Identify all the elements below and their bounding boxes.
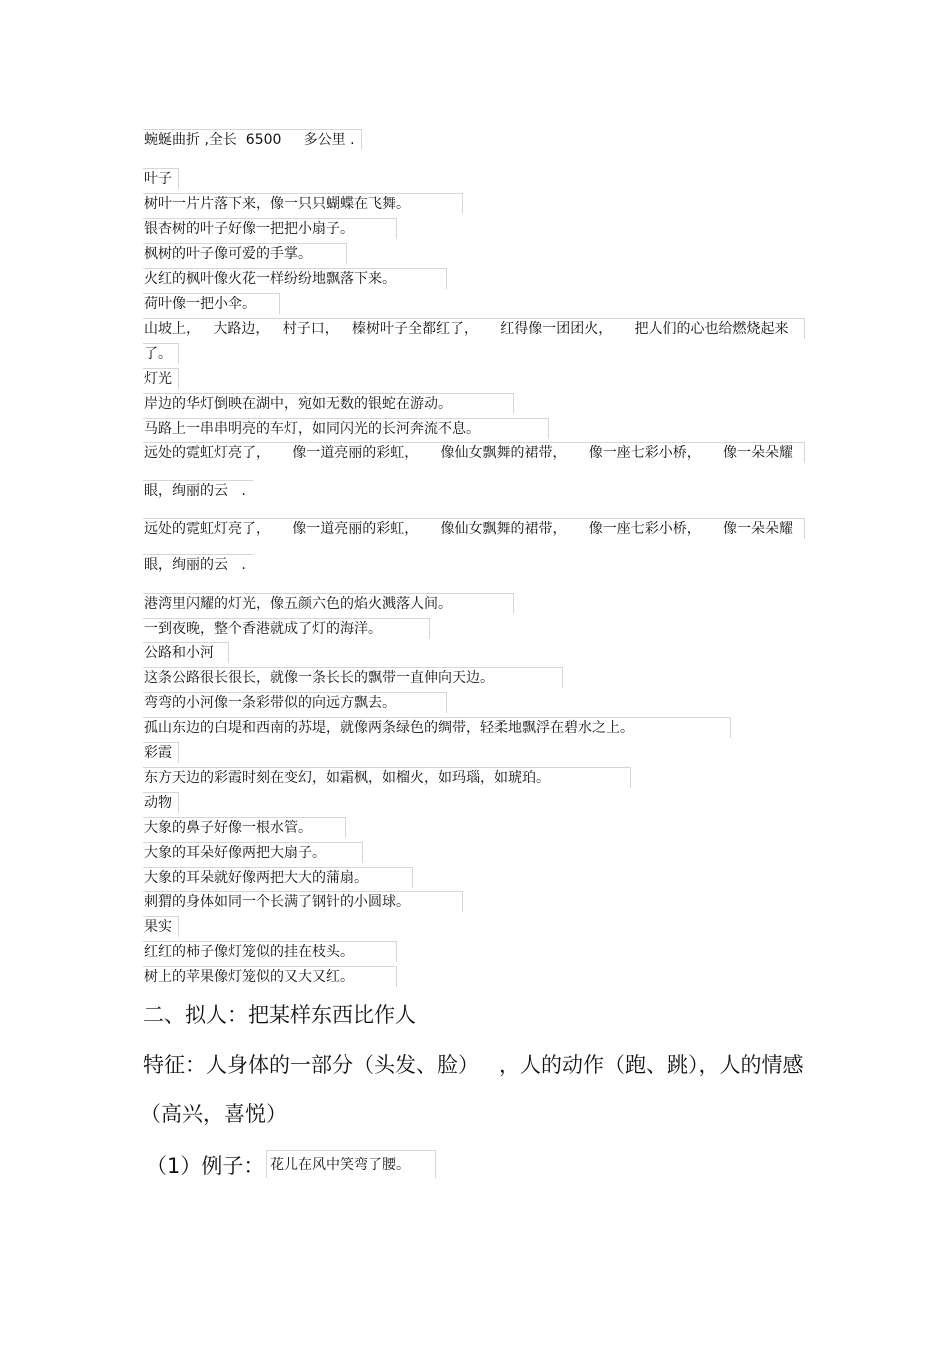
text-line: 港湾里闪耀的灯光，像五颜六色的焰火溅落人间。 bbox=[143, 593, 514, 614]
category-heading: 果实 bbox=[143, 916, 179, 937]
text-line: 马路上一串串明亮的车灯，如同闪光的长河奔流不息。 bbox=[143, 418, 549, 439]
text-line: 眼，绚丽的云 . bbox=[143, 480, 253, 501]
text-line: 大象的鼻子好像一根水管。 bbox=[143, 817, 346, 838]
text-line: 岸边的华灯倒映在湖中，宛如无数的银蛇在游动。 bbox=[143, 393, 514, 414]
text-line: 一到夜晚，整个香港就成了灯的海洋。 bbox=[143, 618, 430, 639]
category-heading: 叶子 bbox=[143, 168, 179, 189]
text-line: 远处的霓虹灯亮了， 像一道亮丽的彩虹， 像仙女飘舞的裙带， 像一座七彩小桥， 像一朵朵耀 bbox=[143, 442, 805, 463]
text-line: 蜿蜒曲折 ,全长 6500 多公里 . bbox=[143, 129, 362, 150]
category-heading: 公路和小河 bbox=[143, 642, 229, 663]
category-heading: 动物 bbox=[143, 792, 179, 813]
text-line: 大象的耳朵就好像两把大大的蒲扇。 bbox=[143, 867, 413, 888]
text-line: 枫树的叶子像可爱的手掌。 bbox=[143, 243, 347, 264]
text-line: 红红的柿子像灯笼似的挂在枝头。 bbox=[143, 941, 397, 962]
text-line: 东方天边的彩霞时刻在变幻，如霜枫，如榴火，如玛瑙，如琥珀。 bbox=[143, 767, 631, 788]
text-line: 大象的耳朵好像两把大扇子。 bbox=[143, 842, 363, 863]
text-line: 银杏树的叶子好像一把把小扇子。 bbox=[143, 218, 397, 239]
feature-text: 特征：人身体的一部分（头发、脸） ，人的动作（跑、跳），人的情感 bbox=[143, 1053, 804, 1077]
example-label: （1）例子： bbox=[146, 1154, 265, 1178]
text-line: 火红的枫叶像火花一样纷纷地飘落下来。 bbox=[143, 268, 447, 289]
text-line: 山坡上， 大路边， 村子口， 榛树叶子全都红了， 红得像一团团火， 把人们的心也给燃烧起来 bbox=[143, 318, 805, 339]
feature-text-continued: （高兴，喜悦） bbox=[140, 1102, 287, 1126]
text-line: 孤山东边的白堤和西南的苏堤，就像两条绿色的绸带，轻柔地飘浮在碧水之上。 bbox=[143, 717, 731, 738]
text-line: 树叶一片片落下来，像一只只蝴蝶在飞舞。 bbox=[143, 193, 463, 214]
text-line: 荷叶像一把小伞。 bbox=[143, 293, 280, 314]
category-heading: 灯光 bbox=[143, 368, 179, 389]
text-line: 弯弯的小河像一条彩带似的向远方飘去。 bbox=[143, 692, 447, 713]
text-line: 了。 bbox=[143, 343, 179, 364]
section-heading: 二、拟人：把某样东西比作人 bbox=[143, 1003, 416, 1027]
text-line: 树上的苹果像灯笼似的又大又红。 bbox=[143, 966, 397, 987]
text-line: 刺猬的身体如同一个长满了钢针的小圆球。 bbox=[143, 891, 463, 912]
example-text: 花儿在风中笑弯了腰。 bbox=[266, 1150, 436, 1178]
category-heading: 彩霞 bbox=[143, 742, 179, 763]
text-line: 眼，绚丽的云 . bbox=[143, 554, 253, 575]
text-line: 这条公路很长很长，就像一条长长的飘带一直伸向天边。 bbox=[143, 667, 563, 688]
text-line: 远处的霓虹灯亮了， 像一道亮丽的彩虹， 像仙女飘舞的裙带， 像一座七彩小桥， 像一朵朵耀 bbox=[143, 518, 805, 539]
